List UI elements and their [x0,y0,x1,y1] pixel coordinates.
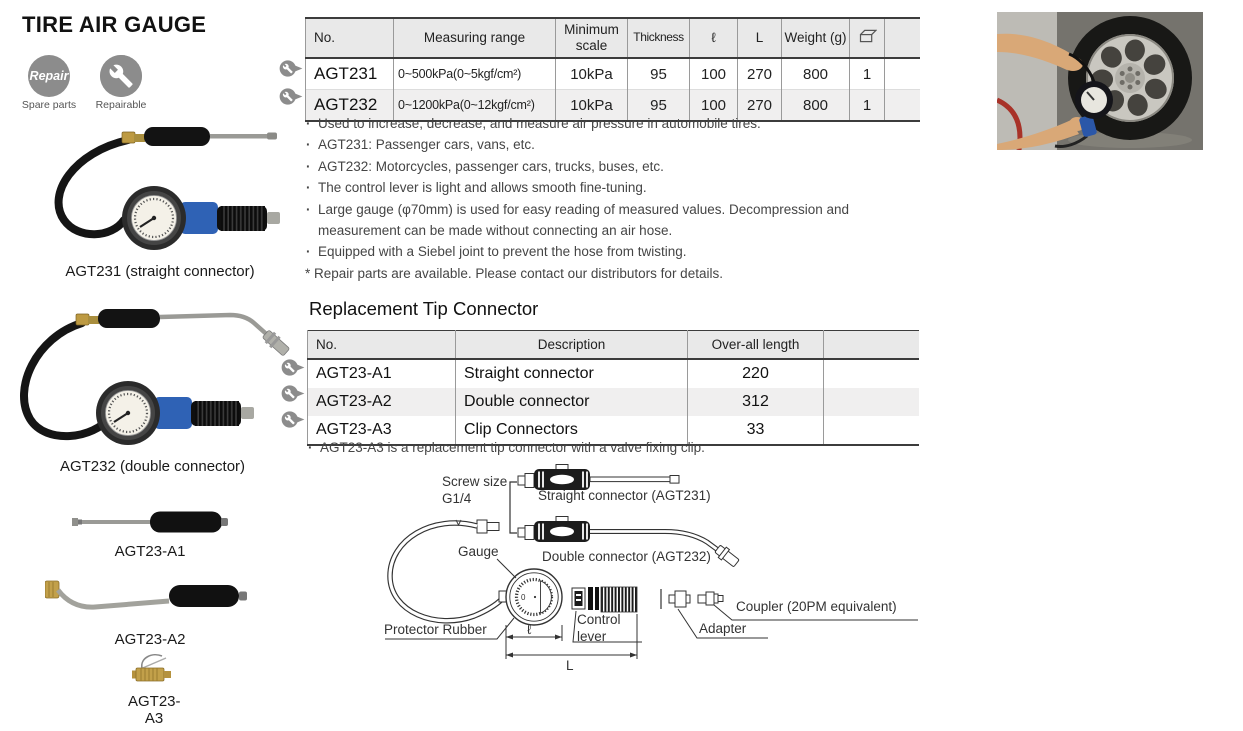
rep-desc: Clip Connectors [456,416,688,445]
product-image-agt23-a1 [72,510,228,560]
gauge-label: Gauge [458,544,499,559]
rep-no: AGT23-A2 [308,388,456,416]
spec-col-range: Measuring range [394,18,556,58]
product-image-agt23-a2 [45,578,255,648]
spec-weight: 800 [782,90,850,122]
spec-range: 0~1200kPa(0~12kgf/cm²) [394,90,556,122]
double-connector-label: Double connector (AGT232) [542,549,711,564]
rep-length: 312 [688,388,824,416]
spec-col-ell: ℓ [690,18,738,58]
agt232-gauge-illustration [10,297,295,449]
agt23-a1-illustration [72,510,228,534]
agt23-a2-illustration [45,578,255,622]
spec-length: 270 [738,90,782,122]
rep-col-length: Over-all length [688,331,824,360]
repair-badge-text: Repair [29,69,69,83]
feature-item: · AGT231: Passenger cars, vans, etc. [303,134,901,155]
protector-rubber-label: Protector Rubber [384,622,487,637]
spec-thickness: 95 [628,90,690,122]
spec-row-agt231 [306,58,920,90]
rep-extra [824,416,919,445]
spec-min-scale: 10kPa [556,90,628,122]
spec-extra [885,58,920,90]
replacement-note: · AGT23-A3 is a replacement tip connector with a valve fixing clip. [305,440,705,455]
spec-col-weight: Weight (g) [782,18,850,58]
spare-parts-badge [18,55,80,111]
feature-item: · AGT232: Motorcycles, passenger cars, trucks, buses, etc. [303,156,901,177]
feature-item: · Used to increase, decrease, and measure air pressure in automobile tires. [303,113,901,134]
feature-item: · Large gauge (φ70mm) is used for easy reading of measured values. Decompression and measurement can be made without connecting an air hose. [303,199,901,242]
spec-ell: 100 [690,90,738,122]
product-caption: AGT23-A2 [114,631,186,648]
spec-table [305,17,920,122]
screw-size-label: Screw size G1/4 [442,474,508,506]
repairable-badge [90,55,152,111]
wrench-bubble-icon [279,88,305,105]
product-caption: AGT23-A3 [128,693,181,727]
spec-col-qty [850,18,885,58]
spec-qty: 1 [850,58,885,90]
spec-min-scale: 10kPa [556,58,628,90]
spec-length: 270 [738,58,782,90]
spec-col-length: L [738,18,782,58]
rep-no: AGT23-A3 [308,416,456,445]
spare-parts-label: Spare parts [21,99,77,111]
rep-extra [824,359,919,388]
product-image-agt231 [40,116,280,280]
repairable-label: Repairable [95,99,147,111]
repair-icon [28,55,70,97]
rep-desc: Straight connector [456,359,688,388]
rep-col-extra [824,331,919,360]
product-image-agt23-a3 [128,650,180,727]
spec-thickness: 95 [628,58,690,90]
spec-col-extra [885,18,920,58]
coupler-label: Coupler (20PM equivalent) [736,599,897,614]
agt23-a3-illustration [128,650,180,684]
technical-diagram [380,462,942,687]
spec-no: AGT232 [306,90,394,122]
spec-col-thickness: Thickness [628,18,690,58]
wrench-bubble-icon [281,385,307,402]
rep-no: AGT23-A1 [308,359,456,388]
usage-photo [997,12,1203,150]
replacement-row-agt23-a1 [308,359,919,388]
badge-group [18,55,152,111]
box-icon [858,29,877,43]
rep-length: 220 [688,359,824,388]
spec-weight: 800 [782,58,850,90]
replacement-heading: Replacement Tip Connector [309,298,539,319]
svg-text:0: 0 [521,593,526,602]
agt231-gauge-illustration [40,116,280,254]
page-title: TIRE AIR GAUGE [22,12,207,37]
spec-qty: 1 [850,90,885,122]
replacement-header-row [308,331,919,360]
product-caption: AGT232 (double connector) [59,458,246,475]
feature-item: · The control lever is light and allows smooth fine-tuning. [303,177,901,198]
feature-item: · Equipped with a Siebel joint to prevent the hose from twisting. [303,241,901,262]
rep-desc: Double connector [456,388,688,416]
wrench-icon [100,55,142,97]
product-image-agt232 [10,297,295,475]
wrench-bubble-icon [281,411,307,428]
wrench-bubble-icon [279,60,305,77]
control-lever-label: Control lever [577,612,621,644]
spec-col-min-scale: Minimum scale [556,18,628,58]
rep-extra [824,388,919,416]
rep-col-no: No. [308,331,456,360]
product-caption: AGT231 (straight connector) [65,263,255,280]
product-caption: AGT23-A1 [114,543,186,560]
rep-col-desc: Description [456,331,688,360]
feature-list [303,113,901,284]
wrench-bubble-icon [281,359,307,376]
replacement-table [307,330,919,446]
spec-no: AGT231 [306,58,394,90]
spec-col-no: No. [306,18,394,58]
straight-connector-label: Straight connector (AGT231) [538,488,711,503]
spec-ell: 100 [690,58,738,90]
spec-header-row [306,18,920,58]
replacement-row-agt23-a2 [308,388,919,416]
dimension-overall-label: L [566,658,574,673]
dimension-inner-label: ℓ [527,622,532,637]
adapter-label: Adapter [699,621,747,636]
rep-length: 33 [688,416,824,445]
spec-range: 0~500kPa(0~5kgf/cm²) [394,58,556,90]
repair-footnote: * Repair parts are available. Please contact our distributors for details. [305,265,723,281]
